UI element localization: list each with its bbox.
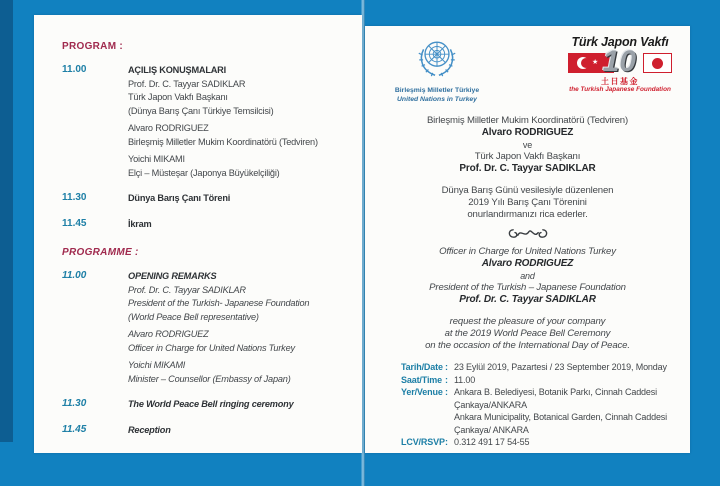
speaker-subtitle: (Dünya Barış Çanı Türkiye Temsilcisi)	[128, 105, 274, 116]
detail-venue-cont	[401, 399, 690, 412]
detail-value: 0.312 491 17 54-55	[454, 437, 530, 447]
invite-line: Dünya Barış Günü vesilesiyle düzenlenen	[441, 185, 614, 196]
program-item-reception-en	[62, 424, 354, 438]
speaker-title: Officer in Charge for United Nations Turkey	[128, 342, 295, 353]
un-caption-turkish: Birleşmiş Milletler Türkiye	[394, 87, 480, 94]
program-item-reception-tr	[62, 218, 354, 232]
japan-flag-icon	[643, 53, 672, 73]
detail-colon: :	[445, 374, 448, 385]
event-title: The World Peace Bell ringing ceremony	[128, 399, 294, 409]
host-title: President of the Turkish – Japanese Foundation	[429, 282, 626, 293]
detail-colon: :	[445, 362, 448, 372]
detail-time	[401, 374, 690, 387]
detail-value: Ankara B. Belediyesi, Botanik Parkı, Cinnah Caddesi	[454, 387, 657, 397]
rising-sun-icon	[652, 58, 663, 69]
speaker-name: Alvaro RODRIGUEZ	[128, 123, 209, 133]
host-name: Alvaro RODRIGUEZ	[481, 258, 574, 269]
host-name: Alvaro RODRIGUEZ	[481, 127, 574, 138]
speaker-name: Yoichi MIKAMI	[128, 154, 185, 164]
detail-colon: :	[445, 437, 448, 447]
time-11-00-en: 11.00	[62, 270, 87, 281]
detail-value: Ankara Municipality, Botanical Garden, Cinnah Caddesi	[454, 412, 668, 422]
speaker-title: President of the Turkish- Japanese Foundation	[128, 298, 310, 308]
detail-label: Tarih/Date	[401, 362, 443, 372]
session-title: OPENING REMARKS	[128, 271, 217, 281]
un-emblem-icon	[414, 35, 460, 81]
host-name: Prof. Dr. C. Tayyar SADIKLAR	[459, 163, 596, 174]
detail-value: Çankaya/ANKARA	[454, 399, 527, 410]
speaker-title: Minister – Counsellor (Embassy of Japan)	[128, 373, 291, 384]
star-icon: ★	[592, 59, 599, 66]
host-title: Birleşmiş Milletler Mukim Koordinatörü (Tedviren)	[426, 115, 629, 126]
speaker-subtitle: (World Peace Bell representative)	[128, 311, 259, 322]
invitation-text-turkish	[365, 185, 690, 221]
tjv-subtitle: the Turkish Japanese Foundation	[569, 86, 671, 93]
detail-venue	[401, 386, 690, 399]
host-name: Prof. Dr. C. Tayyar SADIKLAR	[459, 294, 596, 305]
speaker-title: Birleşmiş Milletler Mukim Koordinatörü (Tedviren)	[128, 136, 318, 147]
crescent-icon	[577, 57, 589, 69]
un-caption-english: United Nations in Turkey	[397, 96, 477, 103]
invitation-page	[365, 26, 690, 453]
event-details	[401, 361, 690, 449]
time-11-00-tr: 11.00	[62, 64, 87, 75]
un-logo-block	[389, 35, 485, 104]
invite-line: request the pleasure of your company	[449, 316, 606, 327]
speaker-name: Prof. Dr. C. Tayyar SADIKLAR	[128, 78, 246, 89]
logos-row	[365, 26, 690, 111]
flourish-divider	[365, 227, 690, 240]
program-page	[34, 15, 362, 453]
invitation-text-english	[365, 316, 690, 352]
tjv-emblem	[568, 45, 672, 78]
event-title: İkram	[128, 218, 152, 229]
time-11-30-en: 11.30	[62, 398, 87, 409]
detail-rsvp	[401, 436, 690, 449]
tjv-kanji-text: 土日基金	[601, 77, 639, 86]
flourish-icon	[506, 227, 550, 240]
host-title: Türk Japon Vakfı Başkanı	[474, 151, 581, 162]
program-item-opening-en	[62, 270, 354, 386]
speaker-title: Türk Japon Vakfı Başkanı	[128, 92, 228, 102]
speaker-name: Alvaro RODRIGUEZ	[128, 329, 209, 339]
opening-remarks-en	[128, 270, 309, 386]
event-title: Reception	[128, 424, 171, 435]
invite-line: at the 2019 World Peace Bell Ceremony	[444, 328, 611, 339]
invite-line: 2019 Yılı Barış Çanı Törenini	[468, 197, 587, 208]
detail-venue-cont	[401, 424, 690, 437]
tjv-title: Türk Japon Vakfı	[571, 35, 669, 49]
conjunction-and: and	[520, 271, 535, 281]
session-title: AÇILIŞ KONUŞMALARI	[128, 65, 226, 75]
program-item-bell-en	[62, 398, 354, 412]
speaker-name: Prof. Dr. C. Tayyar SADIKLAR	[128, 284, 246, 295]
detail-venue-cont	[401, 411, 690, 424]
tjv-number-emblem: 10	[602, 45, 637, 78]
host-title: Officer in Charge for United Nations Turkey	[439, 246, 616, 257]
invite-line: onurlandırmanızı rica ederler.	[467, 209, 588, 220]
event-title: Dünya Barış Çanı Töreni	[128, 193, 231, 203]
detail-value: 23 Eylül 2019, Pazartesi / 23 September 2019, Monday	[454, 362, 667, 372]
program-item-opening-tr	[62, 64, 354, 180]
invite-line: on the occasion of the International Day of Peace.	[425, 340, 630, 351]
booklet-spine-shadow	[0, 0, 13, 442]
time-11-45-en: 11.45	[62, 423, 87, 435]
hosts-english	[365, 246, 690, 306]
speaker-title: Elçi – Müsteşar (Japonya Büyükelçiliği)	[128, 167, 280, 178]
opening-remarks-tr	[128, 64, 318, 180]
detail-value: 11.00	[454, 374, 476, 385]
hosts-turkish	[365, 115, 690, 175]
detail-colon: :	[445, 387, 448, 397]
detail-label: LCV/RSVP	[401, 437, 445, 447]
tjv-logo-block	[562, 35, 678, 94]
detail-date	[401, 361, 690, 374]
speaker-name: Yoichi MIKAMI	[128, 360, 186, 370]
program-item-bell-tr	[62, 192, 354, 206]
conjunction-ve: ve	[522, 140, 533, 150]
time-11-30-tr: 11.30	[62, 192, 87, 203]
detail-label: Saat/Time	[401, 374, 443, 385]
program-heading-english: PROGRAMME :	[62, 247, 139, 258]
detail-value: Çankaya/ ANKARA	[454, 424, 529, 435]
program-heading-turkish: PROGRAM :	[62, 41, 124, 52]
time-11-45-tr: 11.45	[62, 217, 87, 229]
detail-label: Yer/Venue	[401, 387, 443, 397]
